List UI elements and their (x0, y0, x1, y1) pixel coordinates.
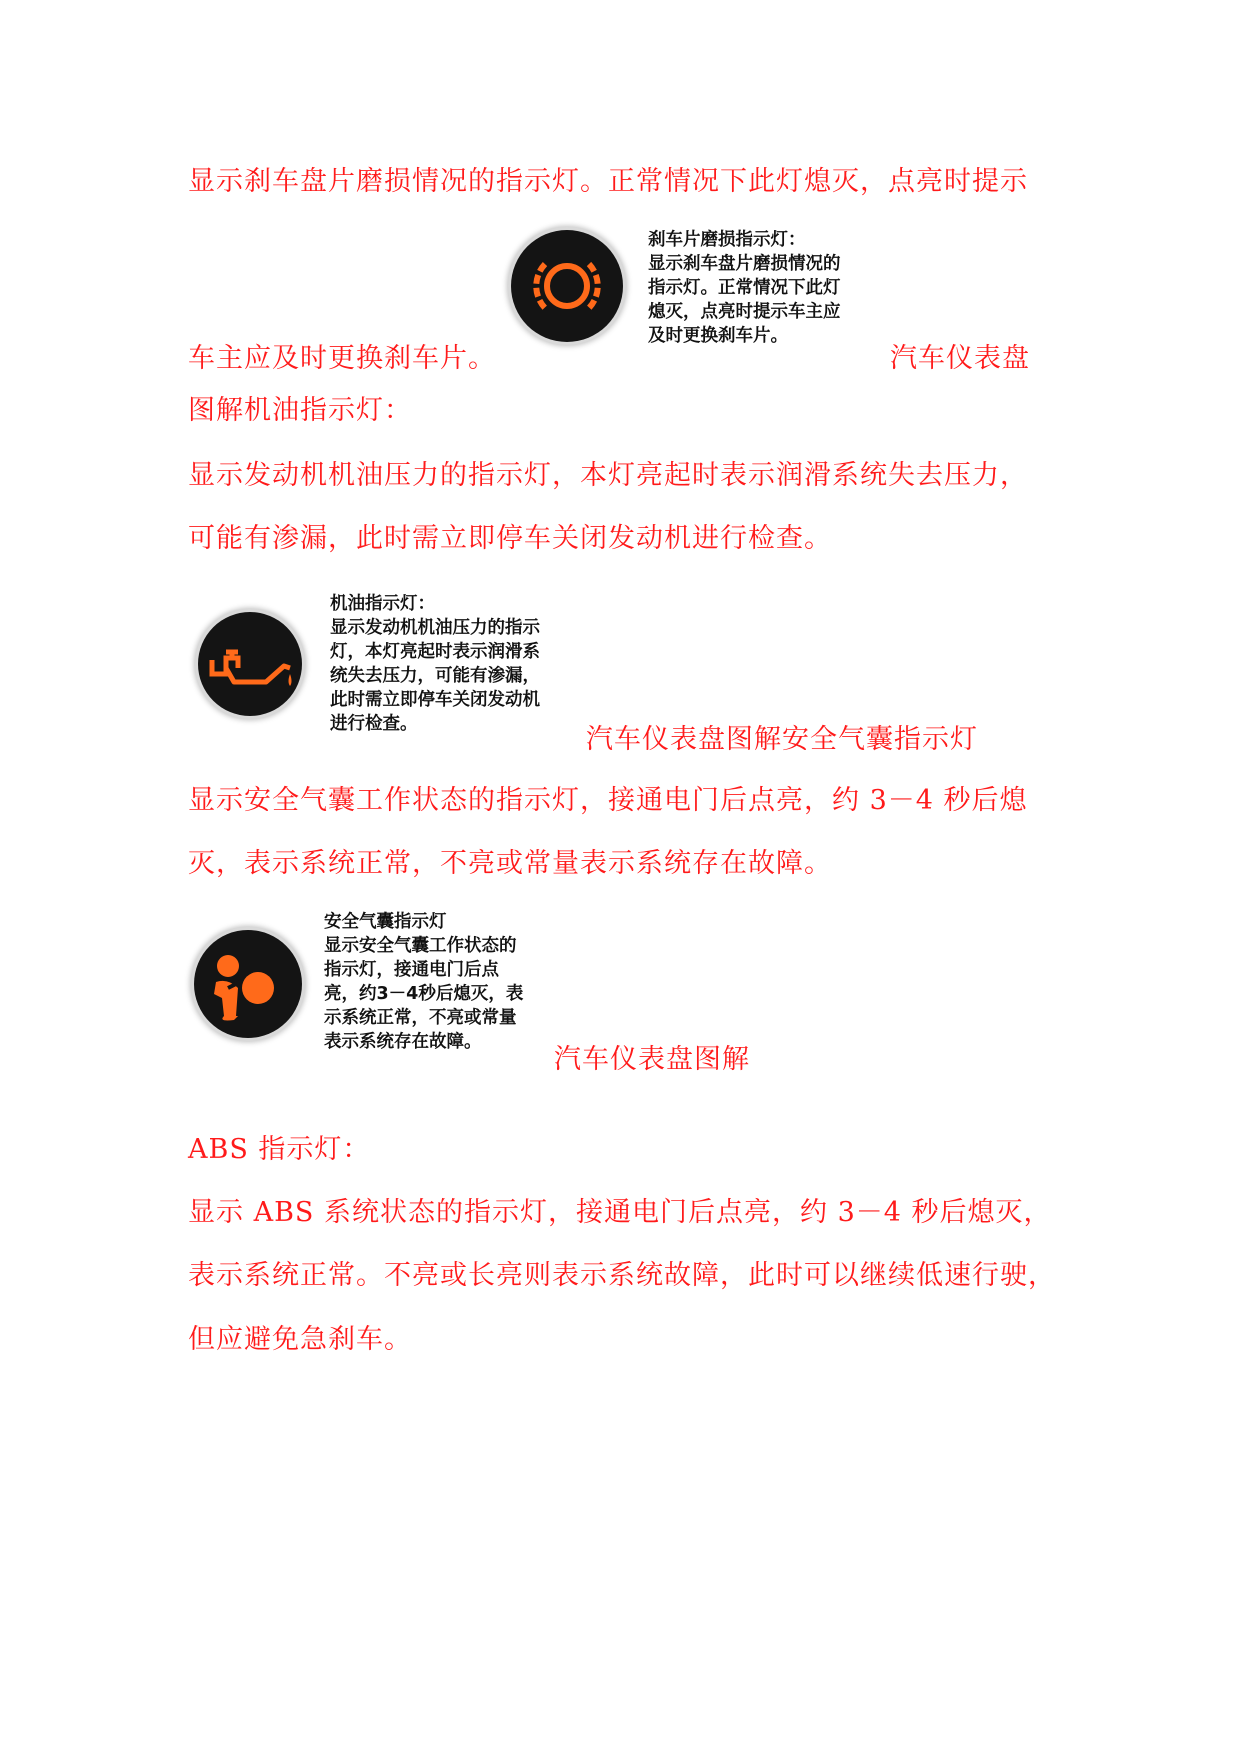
oil-text-line2: 可能有渗漏，此时需立即停车关闭发动机进行检查。 (188, 523, 832, 554)
oil-heading: 图解机油指示灯： (188, 395, 412, 426)
airbag-trailing-text: 汽车仪表盘图解 (554, 1044, 750, 1075)
abs-text-line2: 表示系统正常。不亮或长亮则表示系统故障，此时可以继续低速行驶， (188, 1260, 1056, 1291)
brake-text-line1: 显示刹车盘片磨损情况的指示灯。正常情况下此灯熄灭，点亮时提示 (188, 166, 1028, 197)
abs-text-line1: 显示 ABS 系统状态的指示灯，接通电门后点亮，约 3－4 秒后熄灭， (188, 1197, 1052, 1228)
airbag-text-line1: 显示安全气囊工作状态的指示灯，接通电门后点亮，约 3－4 秒后熄 (188, 785, 1028, 816)
airbag-icon-caption: 安全气囊指示灯 显示安全气囊工作状态的 指示灯，接通电门后点 亮，约3－4秒后熄灭，表 示系统正常，不亮或常量 表示系统存在故障。 (324, 912, 524, 1052)
oil-icon-caption: 机油指示灯： 显示发动机机油压力的指示 灯，本灯亮起时表示润滑系 统失去压力，可能有渗漏， 此时需立即停车关闭发动机 进行检查。 (330, 594, 540, 734)
oil-can-icon (198, 612, 302, 716)
brake-pad-wear-icon (511, 230, 623, 342)
oil-trailing-text: 汽车仪表盘图解安全气囊指示灯 (586, 724, 978, 755)
airbag-icon (194, 930, 302, 1038)
abs-heading: ABS 指示灯： (188, 1134, 371, 1165)
abs-text-line3: 但应避免急刹车。 (188, 1324, 412, 1355)
brake-icon-caption: 刹车片磨损指示灯： 显示刹车盘片磨损情况的 指示灯。正常情况下此灯 熄灭，点亮时提示车主应 及时更换刹车片。 (648, 230, 841, 346)
oil-text-line1: 显示发动机机油压力的指示灯，本灯亮起时表示润滑系统失去压力， (188, 460, 1028, 491)
airbag-text-line2: 灭，表示系统正常，不亮或常量表示系统存在故障。 (188, 848, 832, 879)
brake-text-line2: 车主应及时更换刹车片。 (188, 343, 496, 374)
brake-trailing-text: 汽车仪表盘 (890, 343, 1030, 374)
